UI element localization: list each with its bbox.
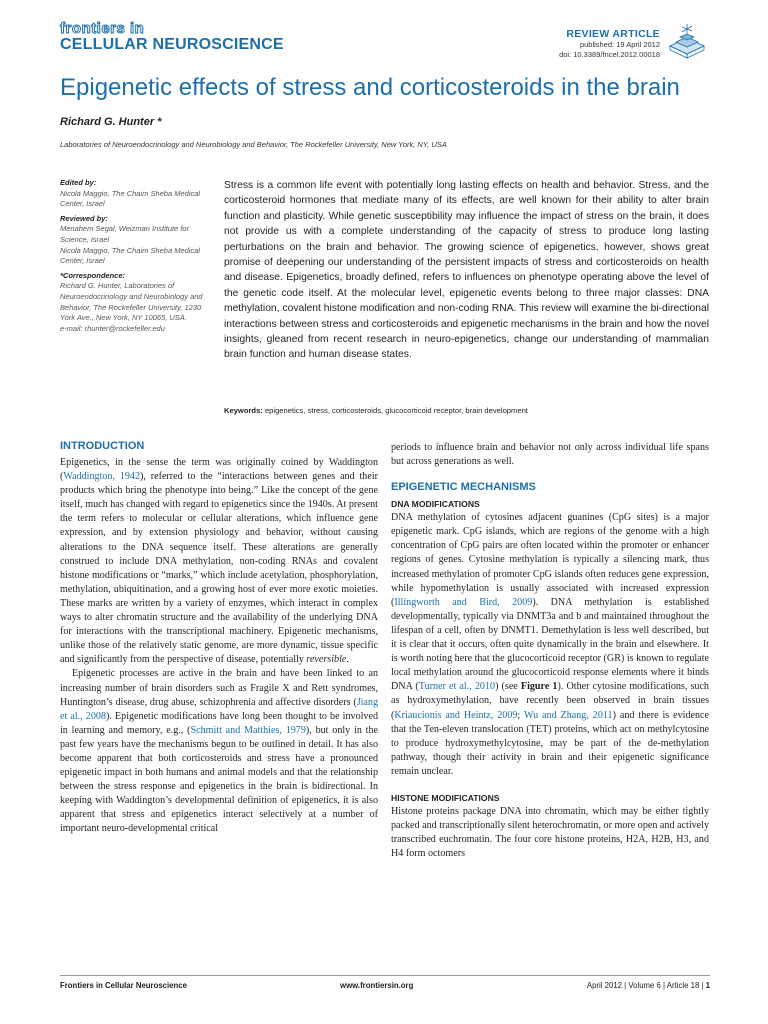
- intro-paragraph-1: Epigenetics, in the sense the term was originally coined by Waddington (Waddington, 1942), referred to the “interactions between genes and their products which bring the phenotype into being.” Like the concept of the gene itself, much has changed with regard to epigenetics since the 1940s. At present the term refers to molecular or cellular alterations, which influence gene expression, and by extension physiology and behavior, without causing alterations to the DNA sequence itself. These alterations are generally construed to include DNA methylation, non-coding RNAs and covalent histone modifications or “marks,” which include acetylation, phosphorylation, methylation, ubiquitination, and a growing host of ever more exotic moieties. These marks are written by a variety of enzymes, which interact in complex ways to alter chromatin structure and the availability of the underlying DNA for interactions with the transcriptional machinery. Epigenetic mechanisms, unlike those of the relatively static genome, are more dynamic, tissue specific and significantly from the perspective of disease, potentially reversible.: [60, 457, 378, 666]
- figure-1-link[interactable]: Figure 1: [520, 681, 558, 693]
- keywords-label: Keywords:: [224, 406, 263, 415]
- emphasis-reversible: reversible: [306, 654, 347, 666]
- journal-brand-top: frontiers in: [60, 20, 145, 37]
- edited-by-text: Nicola Maggio, The Chaim Sheba Medical Center, Israel: [60, 188, 201, 209]
- citation-link[interactable]: Turner et al., 2010: [418, 681, 496, 693]
- footer-journal: Frontiers in Cellular Neuroscience: [60, 981, 187, 990]
- citation-link[interactable]: Illingworth and Bird, 2009: [394, 596, 533, 608]
- keywords-text: epigenetics, stress, corticosteroids, glucocorticoid receptor, brain development: [262, 406, 528, 415]
- citation-link[interactable]: Schmitt and Matthies, 1979: [190, 724, 306, 736]
- edited-by-label: Edited by:: [60, 178, 97, 187]
- keywords: [224, 406, 709, 415]
- reviewed-by-text-2: Nicola Maggio, The Chaim Sheba Medical Center, Israel: [60, 245, 201, 266]
- correspondence-label: *Correspondence:: [60, 270, 126, 280]
- correspondence-text: Richard G. Hunter, Laboratories of Neuroendocrinology and Neurobiology and Behavior, The Rockefeller University, 1230 York Ave., New York, NY 10065, USA.: [60, 281, 203, 323]
- doi[interactable]: doi: 10.3389/fncel.2012.00018: [559, 50, 660, 59]
- intro-paragraph-2: Epigenetic processes are active in the brain and have been linked to an increasing number of brain disorders such as Fragile X and Rett syndromes, Huntington’s disease, drug abuse, schizophrenia and affective disorders (Jiang et al., 2008). Epigenetic modifications have long been thought to be involved in learning and memory, e.g., (Schmitt and Matthies, 1979), but only in the past few years have the mechanisms begun to be outlined in detail. It has also become apparent that both corticosteroids and stress have a pronounced epigenetic impact in both humans and animal models and that the relationship between the stress response and epigenetics in the brain is bidirectional. In keeping with Waddington’s developmental definition of epigenetics, it is also apparent that stress and epigenetics interact selectively at a number of important neuro-developmental critical: [60, 668, 378, 835]
- footer-url[interactable]: www.frontiersin.org: [340, 981, 414, 990]
- journal-brand: [60, 22, 284, 54]
- epigenetic-mechanisms-heading: EPIGENETIC MECHANISMS: [391, 481, 536, 494]
- citation-link[interactable]: Jiang et al., 2008: [60, 696, 378, 722]
- citation-link[interactable]: Kriaucionis and Heintz, 2009: [394, 709, 518, 721]
- author-affiliation: Laboratories of Neuroendocrinology and Neurobiology and Behavior, The Rockefeller University, New York, NY, USA: [60, 140, 447, 149]
- article-type: REVIEW ARTICLE: [566, 28, 660, 40]
- intro-continuation: periods to influence brain and behavior not only across individual life spans but across generations as well.: [391, 442, 709, 468]
- published-date: published: 19 April 2012: [579, 40, 660, 49]
- citation-link[interactable]: Waddington, 1942: [63, 471, 141, 483]
- footer-issue: April 2012 | Volume 6 | Article 18 | 1: [586, 981, 710, 990]
- citation-link[interactable]: Wu and Zhang, 2011: [523, 709, 613, 721]
- histone-modifications-paragraph: Histone proteins package DNA into chromatin, which may be either tightly packed and transcriptionally silent heterochromatin, or more open and actively transcribed euchromatin. The four core histone proteins, H2A, H2B, H3, and H4 form octomers: [391, 805, 709, 860]
- article-meta: [559, 28, 660, 60]
- dna-modifications-heading: DNA MODIFICATIONS: [391, 499, 480, 510]
- histone-modifications-heading: HISTONE MODIFICATIONS: [391, 792, 500, 803]
- frontiers-logo-icon: [666, 22, 708, 60]
- journal-name: CELLULAR NEUROSCIENCE: [60, 36, 284, 53]
- dna-modifications-paragraph: DNA methylation of cytosines adjacent guanines (CpG sites) is a major epigenetic mark. CpG islands, which are regions of the genome with a high concentration of CpG pairs are often located within the promoter or enhancer regions of genes. Cytosine methylation is typically a silencing mark, thus increased methylation of promoter CpG islands often reduces gene expression, while hypomethylation is usually associated with increased expression (Illingworth and Bird, 2009). DNA methylation is established developmentally, typically via DNMT3a and b and maintained throughout the lifespan of a cell, often by DNMT1. Demethylation is less well described, but it is clear that it occurs, often quite dynamically in the brain and elsewhere. It is worth noting here that the glucocorticoid receptor (GR) is known to regulate local methylation around the glucocorticoid response elements where it binds DNA (Turner et al., 2010) (see Figure 1). Other cytosine modifications, such as hydroxymethylation, have recently been observed in brain tissues (Kriaucionis and Heintz, 2009; Wu and Zhang, 2011) and there is evidence that the Ten-eleven translocation (TET) proteins, which act on methylcytosine to produce hydroxymethylcytosine, may be part of the de-methylation pathway, though their activity in brain and their epigenetic significance remain unclear.: [391, 512, 710, 777]
- right-column: [391, 441, 709, 861]
- editorial-sidebar: [60, 178, 210, 338]
- left-column: [60, 438, 378, 837]
- reviewed-by-label: Reviewed by:: [60, 213, 108, 223]
- page-number: 1: [705, 981, 710, 990]
- article-title: Epigenetic effects of stress and corticosteroids in the brain: [60, 74, 680, 101]
- footer-divider: [60, 975, 710, 976]
- introduction-heading: INTRODUCTION: [60, 440, 145, 452]
- abstract: Stress is a common life event with potentially long lasting effects on health and behavior. Stress, and the corticosteroid hormones that mediate many of its effects, are well known for their ability to alter brain function and plasticity. While genetic susceptibility may influence the impact of stress on the brain, it does not provide us with a complete understanding of the capacity of stress to produce long lasting perturbations on the brain and behavior. The growing science of epigenetics, however, shows great promise of deepening our understanding of the persistent impacts of stress and corticosteroids on health and disease. Epigenetics, broadly defined, refers to influences on phenotype operating above the level of the genetic code itself. At the molecular level, epigenetic events belong to three major classes: DNA methylation, covalent histone modification and non-coding RNA. This review will examine the bi-directional interactions between stress and corticosteroids and epigenetic mechanisms in the brain and how the novel insights, gleaned from recent research in neuro-epigenetics, change our understanding of mammalian brain function and human disease states.: [224, 180, 709, 361]
- author-name: Richard G. Hunter *: [60, 116, 162, 128]
- correspondence-email[interactable]: e-mail: rhunter@rockefeller.edu: [60, 323, 165, 333]
- reviewed-by-text-1: Menahem Segal, Weizman Institute for Science, Israel: [60, 224, 190, 244]
